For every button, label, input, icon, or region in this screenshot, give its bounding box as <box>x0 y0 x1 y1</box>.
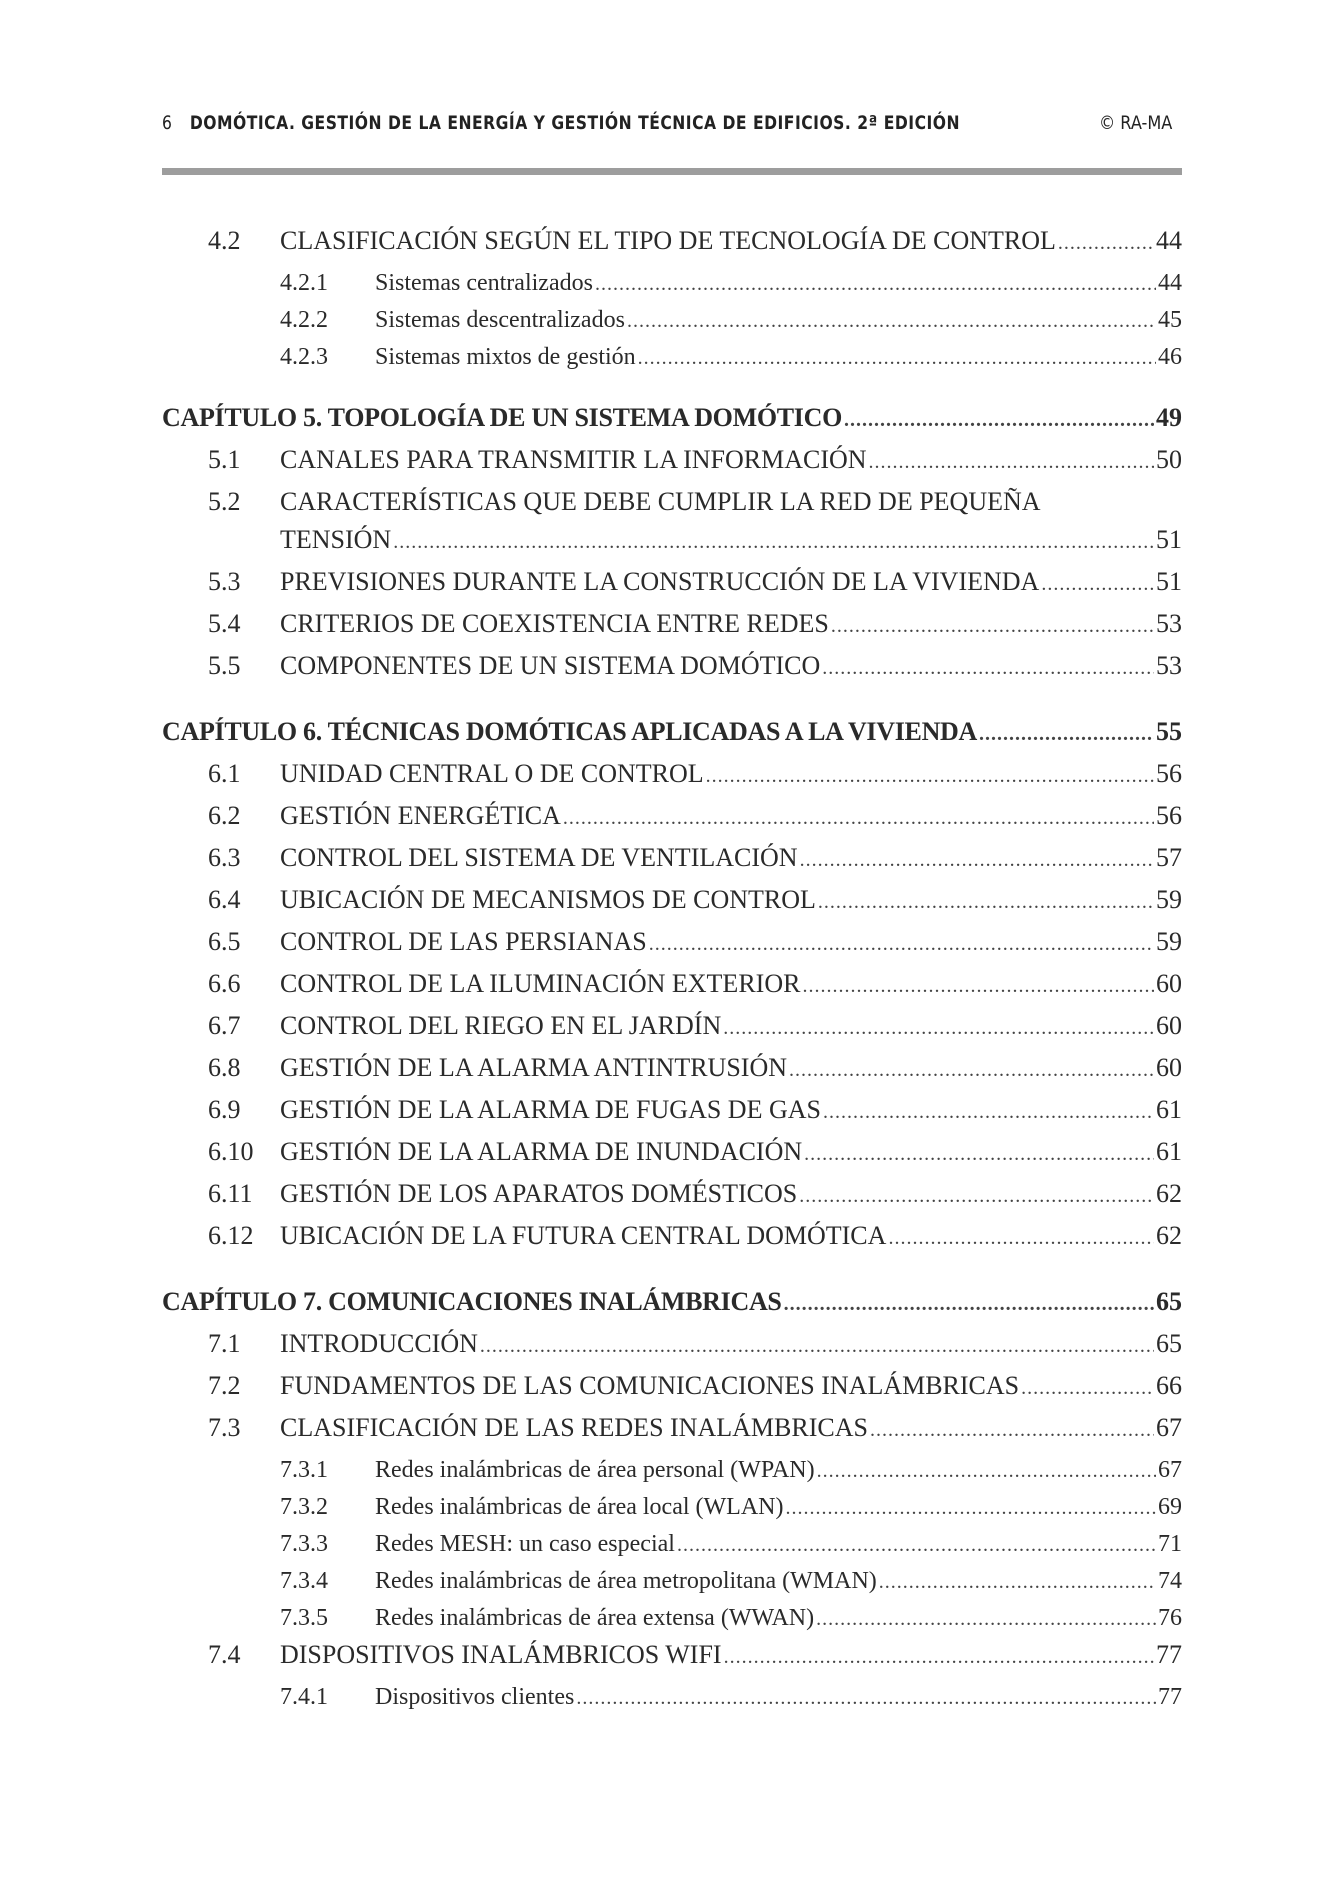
toc-entry <box>162 1093 1182 1135</box>
leader-dots <box>844 403 1154 437</box>
entry-number: 5.1 <box>208 445 241 474</box>
toc-entry <box>162 443 1182 485</box>
entry-number: 6.2 <box>208 801 241 830</box>
leader-dots <box>799 1179 1154 1213</box>
entry-page: 51 <box>1156 567 1182 596</box>
entry-page: 44 <box>1156 226 1182 255</box>
chapter-page: 49 <box>1156 403 1182 432</box>
entry-page: 67 <box>1156 1413 1182 1442</box>
leader-dots <box>724 1640 1154 1674</box>
entry-number: 5.4 <box>208 609 241 638</box>
leader-dots <box>706 759 1154 793</box>
leader-dots <box>879 1565 1156 1599</box>
entry-number: 4.2.1 <box>280 270 328 296</box>
entry-page: 67 <box>1158 1457 1182 1483</box>
entry-title: CRITERIOS DE COEXISTENCIA ENTRE REDES <box>280 609 829 638</box>
entry-title: UNIDAD CENTRAL O DE CONTROL <box>280 759 704 788</box>
entry-number: 4.2.2 <box>280 307 328 333</box>
entry-page: 60 <box>1156 969 1182 998</box>
entry-page: 61 <box>1156 1137 1182 1166</box>
entry-number: 7.3.2 <box>280 1494 328 1520</box>
leader-dots <box>784 1287 1154 1321</box>
leader-dots <box>393 525 1154 559</box>
chapter-entry <box>162 401 1182 443</box>
entry-page: 61 <box>1156 1095 1182 1124</box>
entry-page: 77 <box>1158 1684 1182 1710</box>
leader-dots <box>979 717 1154 751</box>
entry-title: UBICACIÓN DE MECANISMOS DE CONTROL <box>280 885 816 914</box>
entry-number: 4.2 <box>208 226 241 255</box>
toc-entry <box>162 1411 1182 1453</box>
running-header <box>162 112 998 142</box>
toc-entry <box>162 1638 1182 1680</box>
leader-dots <box>480 1329 1154 1363</box>
entry-page: 60 <box>1156 1011 1182 1040</box>
toc-entry-continuation <box>162 523 1182 565</box>
entry-title: Sistemas centralizados <box>375 270 593 296</box>
entry-number: 6.4 <box>208 885 241 914</box>
entry-title: DISPOSITIVOS INALÁMBRICOS WIFI <box>280 1640 722 1669</box>
chapter-entry <box>162 715 1182 757</box>
toc-entry <box>162 340 1182 377</box>
publisher: © RA-MA <box>1099 112 1173 134</box>
toc-entry <box>162 883 1182 925</box>
entry-number: 7.1 <box>208 1329 241 1358</box>
leader-dots <box>1041 567 1154 601</box>
leader-dots <box>817 1454 1156 1488</box>
entry-page: 50 <box>1156 445 1182 474</box>
entry-page: 53 <box>1156 651 1182 680</box>
entry-title: GESTIÓN DE LOS APARATOS DOMÉSTICOS <box>280 1179 798 1208</box>
toc-entry <box>162 485 1182 523</box>
chapter-page: 65 <box>1156 1287 1182 1316</box>
entry-title: CANALES PARA TRANSMITIR LA INFORMACIÓN <box>280 445 867 474</box>
entry-number: 6.8 <box>208 1053 241 1082</box>
leader-dots <box>804 1137 1154 1171</box>
entry-page: 56 <box>1156 801 1182 830</box>
toc-entry <box>162 1453 1182 1490</box>
toc-entry <box>162 1051 1182 1093</box>
entry-page: 59 <box>1156 927 1182 956</box>
toc-entry <box>162 1009 1182 1051</box>
toc-entry <box>162 1490 1182 1527</box>
entry-page: 46 <box>1158 344 1182 370</box>
entry-title: CONTROL DE LAS PERSIANAS <box>280 927 647 956</box>
toc-entry <box>162 303 1182 340</box>
entry-title-continued: TENSIÓN <box>280 525 392 554</box>
header-rule <box>162 168 1182 175</box>
toc-entry <box>162 1527 1182 1564</box>
entry-page: 59 <box>1156 885 1182 914</box>
leader-dots <box>822 651 1154 685</box>
entry-page: 65 <box>1156 1329 1182 1358</box>
leader-dots <box>1058 226 1154 260</box>
leader-dots <box>800 843 1154 877</box>
entry-page: 62 <box>1156 1179 1182 1208</box>
toc-entry <box>162 1135 1182 1177</box>
entry-number: 5.3 <box>208 567 241 596</box>
toc-entry <box>162 649 1182 691</box>
entry-number: 6.6 <box>208 969 241 998</box>
toc-entry <box>162 799 1182 841</box>
entry-page: 57 <box>1156 843 1182 872</box>
chapter-title: CAPÍTULO 7. COMUNICACIONES INALÁMBRICAS <box>162 1287 782 1316</box>
leader-dots <box>563 801 1154 835</box>
entry-title: INTRODUCCIÓN <box>280 1329 478 1358</box>
leader-dots <box>627 304 1156 338</box>
entry-title: UBICACIÓN DE LA FUTURA CENTRAL DOMÓTICA <box>280 1221 887 1250</box>
leader-dots <box>576 1681 1156 1715</box>
leader-dots <box>818 885 1154 919</box>
entry-page: 44 <box>1158 270 1182 296</box>
leader-dots <box>816 1602 1156 1636</box>
leader-dots <box>831 609 1154 643</box>
entry-number: 7.2 <box>208 1371 241 1400</box>
leader-dots <box>1021 1371 1154 1405</box>
entry-number: 7.3 <box>208 1413 241 1442</box>
toc-entry <box>162 1680 1182 1717</box>
entry-title: CLASIFICACIÓN SEGÚN EL TIPO DE TECNOLOGÍA DE CONTROL <box>280 226 1056 255</box>
entry-title: CARACTERÍSTICAS QUE DEBE CUMPLIR LA RED DE PEQUEÑA <box>280 487 1041 516</box>
toc-entry <box>162 967 1182 1009</box>
entry-title: Redes MESH: un caso especial <box>375 1531 675 1557</box>
entry-number: 6.10 <box>208 1137 254 1166</box>
entry-page: 45 <box>1158 307 1182 333</box>
leader-dots <box>677 1528 1156 1562</box>
leader-dots <box>595 267 1156 301</box>
entry-number: 6.9 <box>208 1095 241 1124</box>
page-number: 6 <box>162 112 173 134</box>
entry-title: CONTROL DEL SISTEMA DE VENTILACIÓN <box>280 843 798 872</box>
entry-number: 7.3.4 <box>280 1568 328 1594</box>
chapter-page: 55 <box>1156 717 1182 746</box>
entry-page: 69 <box>1158 1494 1182 1520</box>
leader-dots <box>789 1053 1154 1087</box>
entry-number: 6.7 <box>208 1011 241 1040</box>
entry-title: PREVISIONES DURANTE LA CONSTRUCCIÓN DE LA VIVIENDA <box>280 567 1040 596</box>
toc-entry <box>162 757 1182 799</box>
leader-dots <box>723 1011 1154 1045</box>
toc-entry <box>162 565 1182 607</box>
entry-page: 76 <box>1158 1605 1182 1631</box>
table-of-contents <box>162 224 1182 1717</box>
entry-title: Dispositivos clientes <box>375 1684 575 1710</box>
entry-title: GESTIÓN DE LA ALARMA ANTINTRUSIÓN <box>280 1053 787 1082</box>
chapter-entry <box>162 1285 1182 1327</box>
entry-title: COMPONENTES DE UN SISTEMA DOMÓTICO <box>280 651 821 680</box>
toc-entry <box>162 1601 1182 1638</box>
entry-number: 7.4 <box>208 1640 241 1669</box>
entry-page: 77 <box>1156 1640 1182 1669</box>
leader-dots <box>638 341 1156 375</box>
entry-page: 66 <box>1156 1371 1182 1400</box>
entry-title: Sistemas descentralizados <box>375 307 625 333</box>
entry-title: Sistemas mixtos de gestión <box>375 344 636 370</box>
entry-number: 6.1 <box>208 759 241 788</box>
book-title: DOMÓTICA. GESTIÓN DE LA ENERGÍA Y GESTIÓN TÉCNICA DE EDIFICIOS. 2ª EDICIÓN <box>189 112 961 134</box>
toc-entry <box>162 925 1182 967</box>
toc-entry <box>162 1369 1182 1411</box>
toc-entry <box>162 841 1182 883</box>
entry-page: 71 <box>1158 1531 1182 1557</box>
entry-title: Redes inalámbricas de área personal (WPAN) <box>375 1457 815 1483</box>
toc-entry <box>162 266 1182 303</box>
chapter-title: CAPÍTULO 6. TÉCNICAS DOMÓTICAS APLICADAS A LA VIVIENDA <box>162 717 978 746</box>
chapter-title: CAPÍTULO 5. TOPOLOGÍA DE UN SISTEMA DOMÓTICO <box>162 403 843 432</box>
leader-dots <box>649 927 1154 961</box>
leader-dots <box>785 1491 1156 1525</box>
entry-title: Redes inalámbricas de área extensa (WWAN) <box>375 1605 815 1631</box>
toc-entry <box>162 607 1182 649</box>
entry-page: 51 <box>1156 525 1182 554</box>
leader-dots <box>802 969 1154 1003</box>
entry-page: 60 <box>1156 1053 1182 1082</box>
entry-title: Redes inalámbricas de área metropolitana (WMAN) <box>375 1568 877 1594</box>
entry-number: 7.3.1 <box>280 1457 328 1483</box>
entry-title: GESTIÓN DE LA ALARMA DE INUNDACIÓN <box>280 1137 803 1166</box>
entry-number: 6.5 <box>208 927 241 956</box>
entry-page: 53 <box>1156 609 1182 638</box>
entry-number: 5.5 <box>208 651 241 680</box>
toc-entry <box>162 1327 1182 1369</box>
entry-page: 74 <box>1158 1568 1182 1594</box>
leader-dots <box>869 445 1154 479</box>
toc-entry <box>162 224 1182 266</box>
leader-dots <box>888 1221 1154 1255</box>
toc-entry <box>162 1564 1182 1601</box>
entry-title: CLASIFICACIÓN DE LAS REDES INALÁMBRICAS <box>280 1413 868 1442</box>
entry-title: CONTROL DEL RIEGO EN EL JARDÍN <box>280 1011 722 1040</box>
entry-number: 6.12 <box>208 1221 254 1250</box>
entry-page: 62 <box>1156 1221 1182 1250</box>
entry-title: CONTROL DE LA ILUMINACIÓN EXTERIOR <box>280 969 801 998</box>
entry-number: 5.2 <box>208 487 241 516</box>
entry-page: 56 <box>1156 759 1182 788</box>
entry-number: 7.4.1 <box>280 1684 328 1710</box>
entry-title: FUNDAMENTOS DE LAS COMUNICACIONES INALÁMBRICAS <box>280 1371 1020 1400</box>
leader-dots <box>870 1413 1154 1447</box>
entry-number: 4.2.3 <box>280 344 328 370</box>
toc-entry <box>162 1219 1182 1261</box>
entry-number: 7.3.5 <box>280 1605 328 1631</box>
entry-title: GESTIÓN ENERGÉTICA <box>280 801 561 830</box>
entry-number: 6.3 <box>208 843 241 872</box>
entry-number: 6.11 <box>208 1179 253 1208</box>
toc-entry <box>162 1177 1182 1219</box>
leader-dots <box>823 1095 1154 1129</box>
entry-title: Redes inalámbricas de área local (WLAN) <box>375 1494 784 1520</box>
entry-number: 7.3.3 <box>280 1531 328 1557</box>
entry-title: GESTIÓN DE LA ALARMA DE FUGAS DE GAS <box>280 1095 821 1124</box>
